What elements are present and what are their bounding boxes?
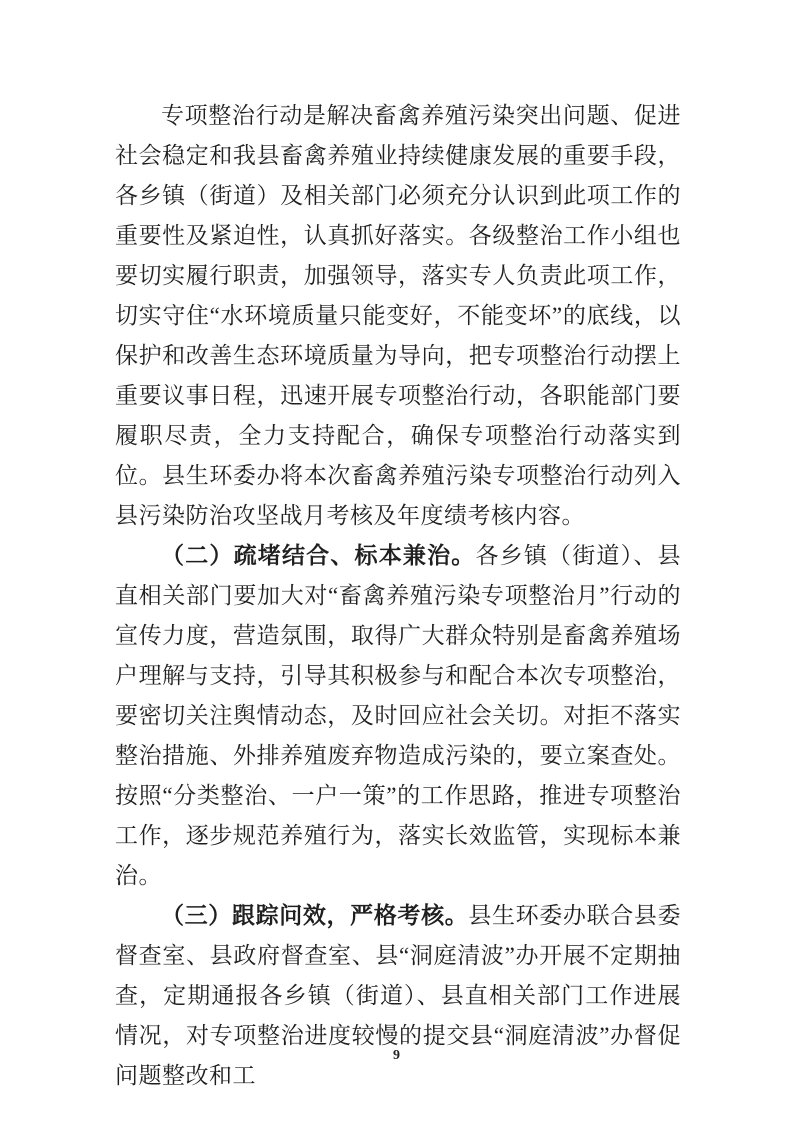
paragraph-2-text: 各乡镇（街道）、县直相关部门要加大对“畜禽养殖污染专项整治月”行动的宣传力度，营造氛围，取得广大群众特别是畜禽养殖场户理解与支持，引导其积极参与和配合本次专项整治，要密切关注舆情动态，及时回应社会关切。对拒不落实整治措施、外排养殖废弃物造成污染的，要立案查处。按照“分类整治、一户一策”的工作思路，推进专项整治工作，逐步规范养殖行为，落实长效监管，实现标本兼治。 xyxy=(115,543,682,888)
paragraph-3-text: 县生环委办联合县委督查室、县政府督查室、县“洞庭清波”办开展不定期抽查，定期通报各乡镇（街道）、县直相关部门工作进展情况，对专项整治进度较慢的提交县“洞庭清波”办督促问题整改和工 xyxy=(115,903,682,1088)
paragraph-3 xyxy=(115,896,681,1096)
paragraph-2 xyxy=(115,536,681,896)
document-body xyxy=(115,96,681,1096)
paragraph-3-lead: （三）跟踪问效，严格考核。 xyxy=(161,903,469,928)
page-number: 9 xyxy=(393,1048,400,1063)
paragraph-2-lead: （二）疏堵结合、标本兼治。 xyxy=(161,543,476,568)
paragraph-1 xyxy=(115,96,681,536)
paragraph-1-text: 专项整治行动是解决畜禽养殖污染突出问题、促进社会稳定和我县畜禽养殖业持续健康发展的重要手段，各乡镇（街道）及相关部门必须充分认识到此项工作的重要性及紧迫性，认真抓好落实。各级整治工作小组也要切实履行职责，加强领导，落实专人负责此项工作，切实守住“水环境质量只能变好，不能变坏”的底线，以保护和改善生态环境质量为导向，把专项整治行动摆上重要议事日程，迅速开展专项整治行动，各职能部门要履职尽责，全力支持配合，确保专项整治行动落实到位。县生环委办将本次畜禽养殖污染专项整治行动列入县污染防治攻坚战月考核及年度绩考核内容。 xyxy=(115,103,681,528)
